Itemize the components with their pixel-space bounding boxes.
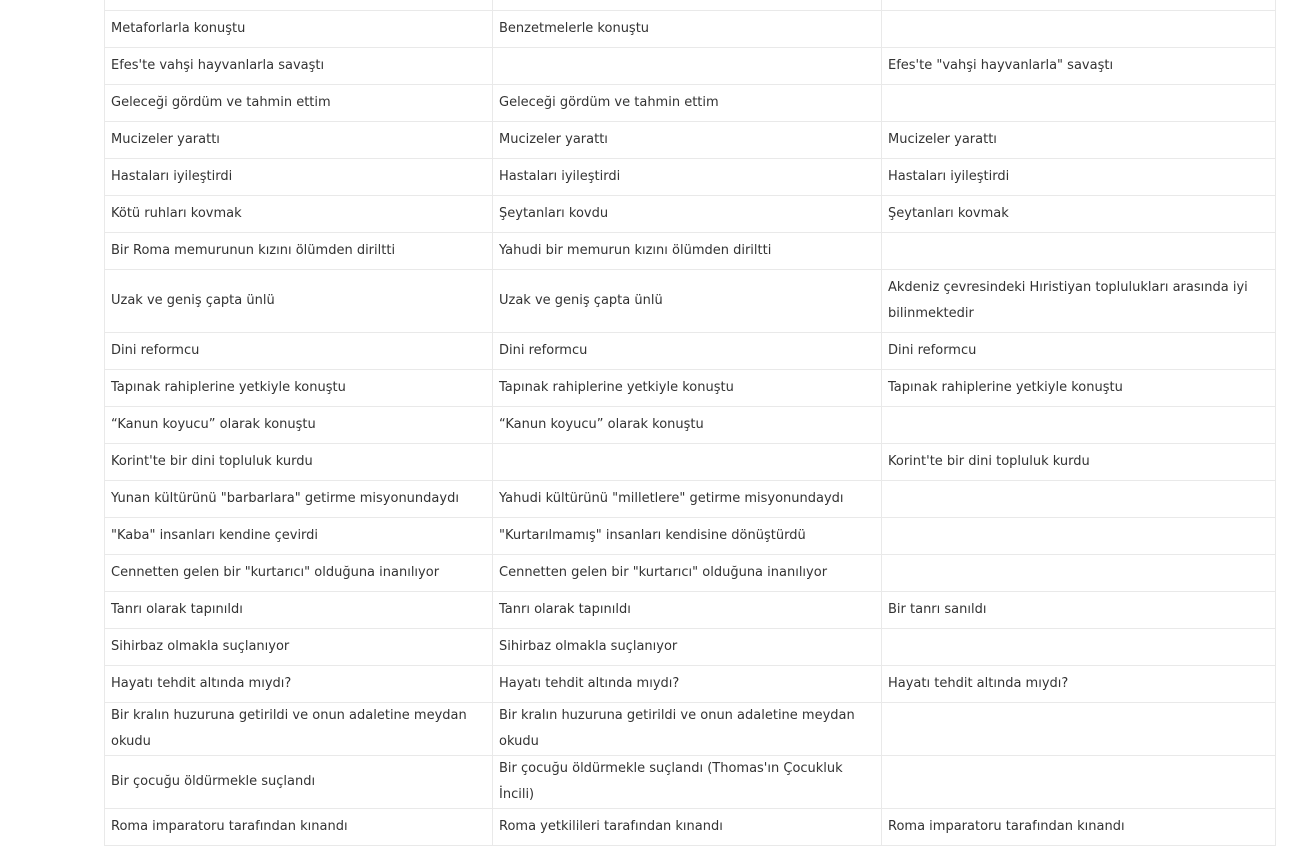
table-cell-col1: Dini reformcu [105, 333, 493, 370]
table-cell-col2: Uzak ve geniş çapta ünlü [493, 270, 882, 333]
table-cell-col3 [882, 756, 1276, 809]
table-cell-col2: Mucizeler yarattı [493, 122, 882, 159]
table-cell-col2: Geleceği gördüm ve tahmin ettim [493, 85, 882, 122]
table-row [105, 85, 1276, 122]
table-row [105, 809, 1276, 846]
table-cell-col1: Metaforlarla konuştu [105, 11, 493, 48]
table-cell-col2: Şeytanları kovdu [493, 196, 882, 233]
table-cell-col1: Uzak ve geniş çapta ünlü [105, 270, 493, 333]
table-row [105, 555, 1276, 592]
table-cell-col1: “Kanun koyucu” olarak konuştu [105, 407, 493, 444]
table-cell-col1: Sihirbaz olmakla suçlanıyor [105, 629, 493, 666]
table-cell-col1: "Kaba" insanları kendine çevirdi [105, 518, 493, 555]
table-cell-col1 [105, 0, 493, 11]
table-cell-col1: Bir kralın huzuruna getirildi ve onun adaletine meydan okudu [105, 703, 493, 756]
table-cell-col3: Hastaları iyileştirdi [882, 159, 1276, 196]
table-row [105, 481, 1276, 518]
table-row [105, 407, 1276, 444]
table-cell-col3: Dini reformcu [882, 333, 1276, 370]
table-cell-col1: Mucizeler yarattı [105, 122, 493, 159]
table-cell-col1: Kötü ruhları kovmak [105, 196, 493, 233]
table-cell-col1: Tanrı olarak tapınıldı [105, 592, 493, 629]
table-cell-col3: Tapınak rahiplerine yetkiyle konuştu [882, 370, 1276, 407]
table-row [105, 0, 1276, 11]
table-cell-col3 [882, 407, 1276, 444]
table-cell-col3: Bir tanrı sanıldı [882, 592, 1276, 629]
table-cell-col2: Yahudi bir memurun kızını ölümden diriltti [493, 233, 882, 270]
table-cell-col2 [493, 48, 882, 85]
table-cell-col1: Korint'te bir dini topluluk kurdu [105, 444, 493, 481]
table-cell-col1: Cennetten gelen bir "kurtarıcı" olduğuna inanılıyor [105, 555, 493, 592]
table-row [105, 703, 1276, 756]
table-cell-col2: Tanrı olarak tapınıldı [493, 592, 882, 629]
table-row [105, 518, 1276, 555]
table-cell-col3: Şeytanları kovmak [882, 196, 1276, 233]
table-cell-col2: Benzetmelerle konuştu [493, 11, 882, 48]
table-cell-col1: Tapınak rahiplerine yetkiyle konuştu [105, 370, 493, 407]
table-row [105, 270, 1276, 333]
table-cell-col3: Mucizeler yarattı [882, 122, 1276, 159]
table-cell-col2: Bir kralın huzuruna getirildi ve onun adaletine meydan okudu [493, 703, 882, 756]
table-cell-col2: Tapınak rahiplerine yetkiyle konuştu [493, 370, 882, 407]
table-cell-col3 [882, 555, 1276, 592]
table-cell-col1: Bir çocuğu öldürmekle suçlandı [105, 756, 493, 809]
table-cell-col2: Cennetten gelen bir "kurtarıcı" olduğuna inanılıyor [493, 555, 882, 592]
table-cell-col2: Dini reformcu [493, 333, 882, 370]
table-cell-col3 [882, 518, 1276, 555]
table-row [105, 196, 1276, 233]
table-cell-col2 [493, 444, 882, 481]
table-row [105, 233, 1276, 270]
table-cell-col3: Hayatı tehdit altında mıydı? [882, 666, 1276, 703]
table-cell-col1: Hastaları iyileştirdi [105, 159, 493, 196]
table-cell-col3 [882, 629, 1276, 666]
table-cell-col3: Efes'te "vahşi hayvanlarla" savaştı [882, 48, 1276, 85]
table-cell-col2: “Kanun koyucu” olarak konuştu [493, 407, 882, 444]
table-row [105, 159, 1276, 196]
table-cell-col3 [882, 233, 1276, 270]
table-cell-col2: "Kurtarılmamış" insanları kendisine dönüştürdü [493, 518, 882, 555]
table-cell-col3 [882, 85, 1276, 122]
table-row [105, 48, 1276, 85]
table-cell-col1: Hayatı tehdit altında mıydı? [105, 666, 493, 703]
table-row [105, 122, 1276, 159]
table-cell-col3: Roma imparatoru tarafından kınandı [882, 809, 1276, 846]
table-cell-col2: Hastaları iyileştirdi [493, 159, 882, 196]
table-cell-col2: Bir çocuğu öldürmekle suçlandı (Thomas'ın Çocukluk İncili) [493, 756, 882, 809]
table-cell-col3: Korint'te bir dini topluluk kurdu [882, 444, 1276, 481]
table-cell-col2: Roma yetkilileri tarafından kınandı [493, 809, 882, 846]
table-cell-col3: Akdeniz çevresindeki Hıristiyan toplulukları arasında iyi bilinmektedir [882, 270, 1276, 333]
table-cell-col3 [882, 11, 1276, 48]
table-cell-col1: Geleceği gördüm ve tahmin ettim [105, 85, 493, 122]
table-cell-col3 [882, 0, 1276, 11]
table-row [105, 592, 1276, 629]
table-row [105, 444, 1276, 481]
table-row [105, 333, 1276, 370]
table-cell-col1: Efes'te vahşi hayvanlarla savaştı [105, 48, 493, 85]
table-cell-col2: Hayatı tehdit altında mıydı? [493, 666, 882, 703]
table-cell-col1: Roma imparatoru tarafından kınandı [105, 809, 493, 846]
comparison-table [104, 0, 1276, 846]
table-cell-col2: Yahudi kültürünü "milletlere" getirme misyonundaydı [493, 481, 882, 518]
table-cell-col3 [882, 703, 1276, 756]
table-row [105, 629, 1276, 666]
table-cell-col1: Bir Roma memurunun kızını ölümden diriltti [105, 233, 493, 270]
table-cell-col2: Sihirbaz olmakla suçlanıyor [493, 629, 882, 666]
table-row [105, 11, 1276, 48]
table-cell-col2 [493, 0, 882, 11]
table-row [105, 370, 1276, 407]
table-cell-col3 [882, 481, 1276, 518]
table-cell-col1: Yunan kültürünü "barbarlara" getirme misyonundaydı [105, 481, 493, 518]
table-row [105, 666, 1276, 703]
table-row [105, 756, 1276, 809]
